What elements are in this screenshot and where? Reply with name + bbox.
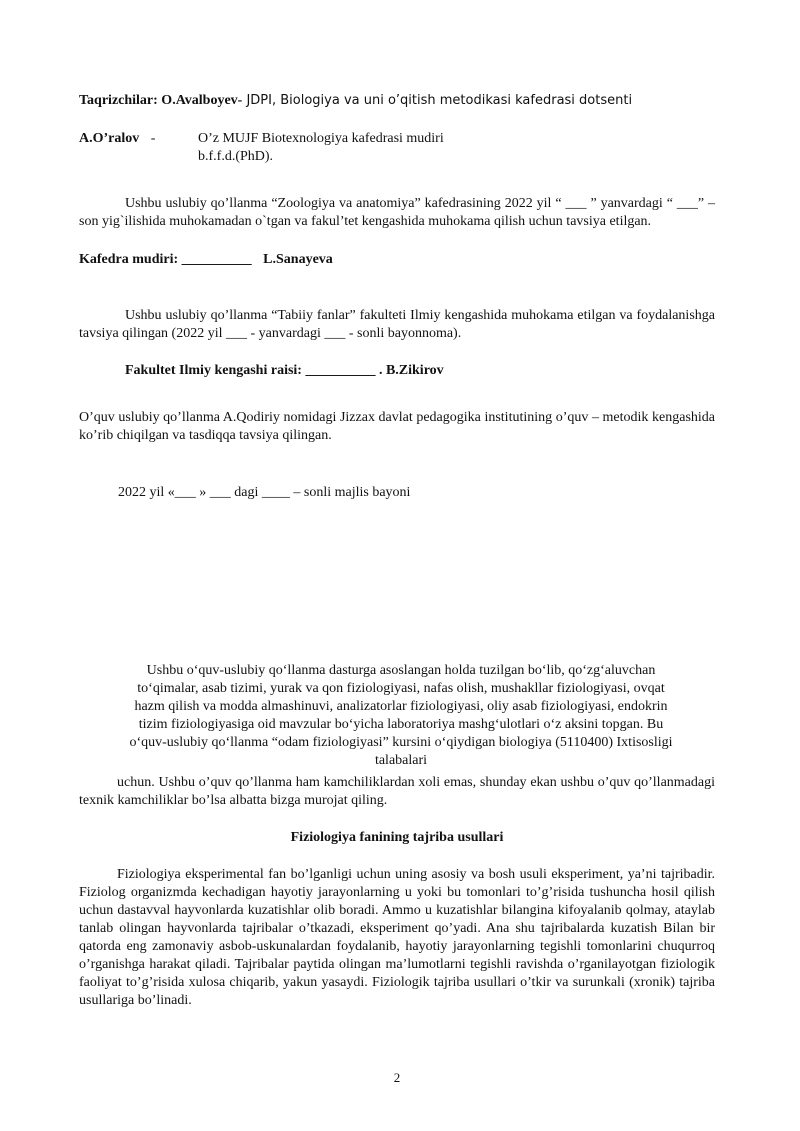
meeting-protocol: 2022 yil «___ » ___ dagi ____ – sonli majlis bayoni [118,485,411,500]
department-approval-text: Ushbu uslubiy qo’llanma “Zoologiya va anatomiya” kafedrasining 2022 yil “ ___ ” yanvardagi “ ___” – son yig`ilishida muhokamadan o`tgan va fakul’tet kengashida muhokama qilish uchun tavsiya etilgan. [79,196,715,229]
abstract-line: o‘quv-uslubiy qo‘llanma “odam fiziologiyasi” kursini o‘qiydigan biologiya (5110400) Ixtisosligi [129,735,673,750]
section-body: Fiziologiya eksperimental fan bo’lganligi uchun uning asosiy va bosh usuli eksperiment, ya’ni tajribadir. Fiziolog organizmda kechadigan hayotiy jarayonlarning u yoki bu tomonlari to’g’risida tushuncha hosil qilish uchun dastavval hayvonlarda kuzatishlar olib boradi. Ammo u kuzatishlar bilangina kifoyalanib qolmay, ataylab tanlab olingan hayvonlarda tajribalar o’tkazadi, eksperiment qo’yadi. Ana shu tajribalarda kuzatish Bilan bir qatorda eng zamonaviy asbob-uskunalardan foydalanib, hayotiy jarayonlarning tegishli tomonlarini chuqurroq o’rganishga harakat qiladi. Tajribalar paytida olingan ma’lumotlarni tegishli ravishda o’rganilayotgan fiziologik faoliyat to’g’risida xulosa chiqarib, yakun yasaydi. Fiziologik tajriba usullari o’tkir va surunkali (xronik) tajriba usullariga bo’linadi. [79,867,715,1008]
abstract-line: hazm qilish va modda almashinuvi, analizatorlar fiziologiyasi, oliy asab fiziologiyasi, endokrin [134,699,668,714]
abstract-line: talabalari [374,753,428,768]
abstract-line: Ushbu o‘quv-uslubiy qo‘llanma dasturga asoslangan holda tuzilgan bo‘lib, qo‘zg‘aluvchan [146,663,656,678]
page-number: 2 [393,1070,401,1085]
institute-approval-text: O’quv uslubiy qo’llanma A.Qodiriy nomidagi Jizzax davlat pedagogika institutining o’quv – metodik kengashida ko’rib chiqilgan va tasdiqqa tavsiya qilingan. [79,410,715,443]
reviewer-2-name-line [79,130,179,148]
reviewer-2-position-line1: O’z MUJF Biotexnologiya kafedrasi mudiri [198,131,444,146]
reviewers-label: Taqrizchilar: O.Avalboyev- [79,93,243,108]
reviewer-2-name: A.O’ralov [79,131,140,146]
abstract-tail: uchun. Ushbu o’quv qo’llanma ham kamchiliklardan xoli emas, shunday ekan ushbu o’quv qo’llanmadagi texnik kamchiliklar bo’lsa albatta bizga murojat qiling. [79,775,715,808]
reviewer-2-dash: - [150,131,156,146]
abstract-line: tizim fiziologiyasiga oid mavzular bo‘yicha laboratoriya mashg‘ulotlari o‘z aksini topgan. Bu [138,717,664,732]
reviewer-2-position [198,130,718,166]
reviewer-1-affiliation: JDPI, Biologiya va uni o’qitish metodikasi kafedrasi dotsenti [242,93,633,108]
faculty-council-head [125,362,725,380]
abstract-line: to‘qimalar, asab tizimi, yurak va qon fiziologiyasi, nafas olish, mushakllar fiziologiyasi, ovqat [137,681,665,696]
reviewer-2-degree: b.f.f.d.(PhD). [198,149,274,164]
section-title-text: Fiziologiya fanining tajriba usullari [290,830,504,845]
abstract-block [72,662,730,770]
faculty-council-head-text: Fakultet Ilmiy kengashi raisi: __________ . B.Zikirov [125,363,444,378]
reviewers-line [79,92,715,110]
faculty-approval-text: Ushbu uslubiy qo’llanma “Tabiiy fanlar” fakulteti Ilmiy kengashida muhokama etilgan va foydalanishga tavsiya qilingan (2022 yil ___ - yanvardagi ___ - sonli bayonnoma). [79,308,715,341]
department-head-name: L.Sanayeva [263,252,333,267]
department-head-line [79,251,715,269]
section-title [79,829,715,847]
department-head-label: Kafedra mudiri: __________ [79,252,252,267]
